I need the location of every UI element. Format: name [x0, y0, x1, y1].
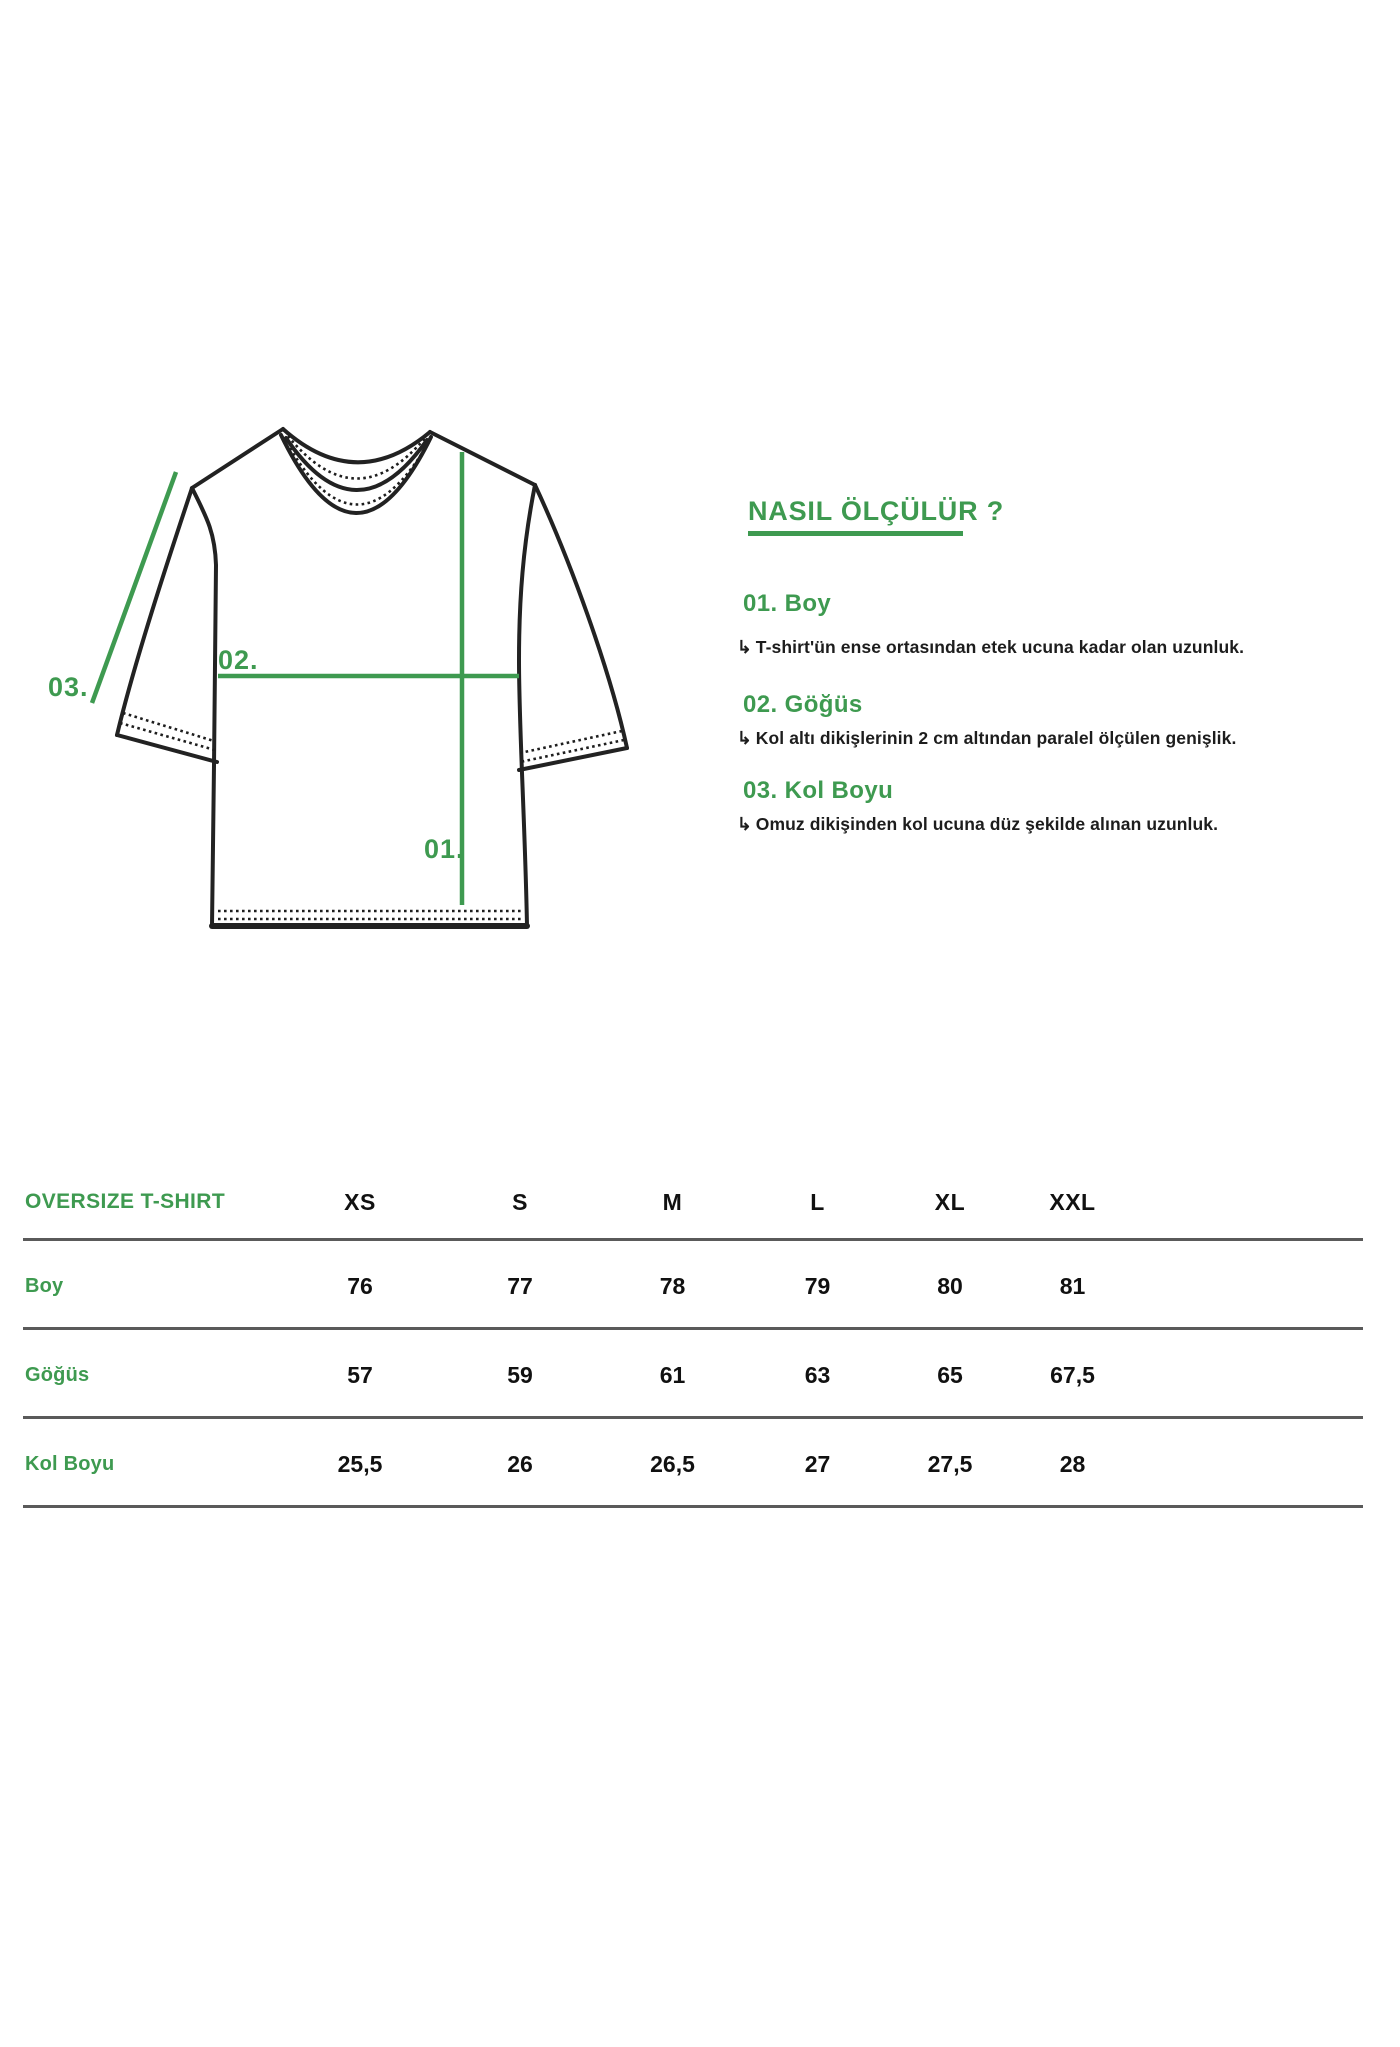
section-description: Kol altı dikişlerinin 2 cm altından paralel ölçülen genişlik. [755, 728, 1237, 748]
measure-label-boy: 01. [424, 834, 465, 864]
boy-s: 77 [507, 1273, 533, 1299]
gogus-s: 59 [507, 1362, 533, 1388]
size-col-xxl: XXL [1049, 1188, 1096, 1215]
tshirt-left-shoulder [192, 429, 283, 488]
title-underline [748, 531, 963, 536]
gogus-m: 61 [659, 1362, 686, 1388]
size-col-l: L [810, 1188, 825, 1215]
left-cuff-stitch-2 [120, 723, 215, 750]
size-col-m: M [662, 1188, 683, 1215]
right-sleeve-outer [535, 485, 627, 748]
return-arrow-icon: ↳ [737, 728, 752, 748]
tshirt-measurement-diagram [0, 0, 700, 1000]
gogus-l: 63 [804, 1362, 831, 1388]
return-arrow-icon: ↳ [737, 814, 752, 834]
measure-label-gogus: 02. [218, 645, 259, 675]
gogus-xs: 57 [347, 1362, 373, 1388]
row-label-kol-boyu: Kol Boyu [25, 1453, 115, 1475]
boy-xxl: 81 [1059, 1273, 1086, 1299]
row-label-gogus: Göğüs [25, 1364, 90, 1386]
row-label-boy: Boy [25, 1275, 64, 1297]
boy-xl: 80 [937, 1273, 963, 1299]
return-arrow-icon: ↳ [737, 637, 752, 657]
kolboyu-s: 26 [507, 1451, 533, 1477]
size-col-xl: XL [934, 1188, 966, 1215]
right-cuff-stitch-1 [520, 731, 622, 753]
size-col-xs: XS [344, 1188, 376, 1215]
section-text-kol-boyu [737, 814, 1218, 835]
kolboyu-l: 27 [804, 1451, 831, 1477]
section-heading-kol-boyu: 03. Kol Boyu [743, 777, 894, 804]
boy-m: 78 [659, 1273, 686, 1299]
section-heading-boy: 01. Boy [743, 590, 832, 617]
how-to-measure-title: NASIL ÖLÇÜLÜR ? [748, 496, 1004, 526]
section-text-gogus [737, 728, 1236, 749]
section-text-boy [737, 637, 1244, 658]
table-row-kol-boyu [23, 1417, 1363, 1506]
left-sleeve-cuff [117, 735, 217, 762]
kolboyu-xxl: 28 [1059, 1451, 1086, 1477]
kolboyu-m: 26,5 [650, 1451, 695, 1477]
section-heading-gogus: 02. Göğüs [743, 691, 863, 718]
collar-stitch-1 [288, 436, 425, 479]
kolboyu-xs: 25,5 [337, 1451, 383, 1477]
collar-stitch-2 [290, 448, 424, 505]
size-col-s: S [512, 1188, 528, 1215]
gogus-xl: 65 [937, 1362, 963, 1388]
boy-xs: 76 [347, 1273, 373, 1299]
tshirt-body-outline [192, 485, 535, 926]
section-description: Omuz dikişinden kol ucuna düz şekilde alınan uzunluk. [755, 814, 1219, 834]
table-row-boy [23, 1239, 1363, 1328]
boy-l: 79 [804, 1273, 831, 1299]
table-row-gogus [23, 1328, 1363, 1417]
size-table [23, 1167, 1363, 1508]
gogus-xxl: 67,5 [1050, 1362, 1095, 1388]
product-name: OVERSIZE T-SHIRT [25, 1190, 226, 1214]
size-table-header-row [23, 1167, 1363, 1239]
measure-label-kol-boyu: 03. [48, 672, 89, 702]
kolboyu-xl: 27,5 [927, 1451, 973, 1477]
section-description: T-shirt'ün ense ortasından etek ucuna kadar olan uzunluk. [755, 637, 1245, 657]
tshirt-right-shoulder [430, 432, 535, 485]
